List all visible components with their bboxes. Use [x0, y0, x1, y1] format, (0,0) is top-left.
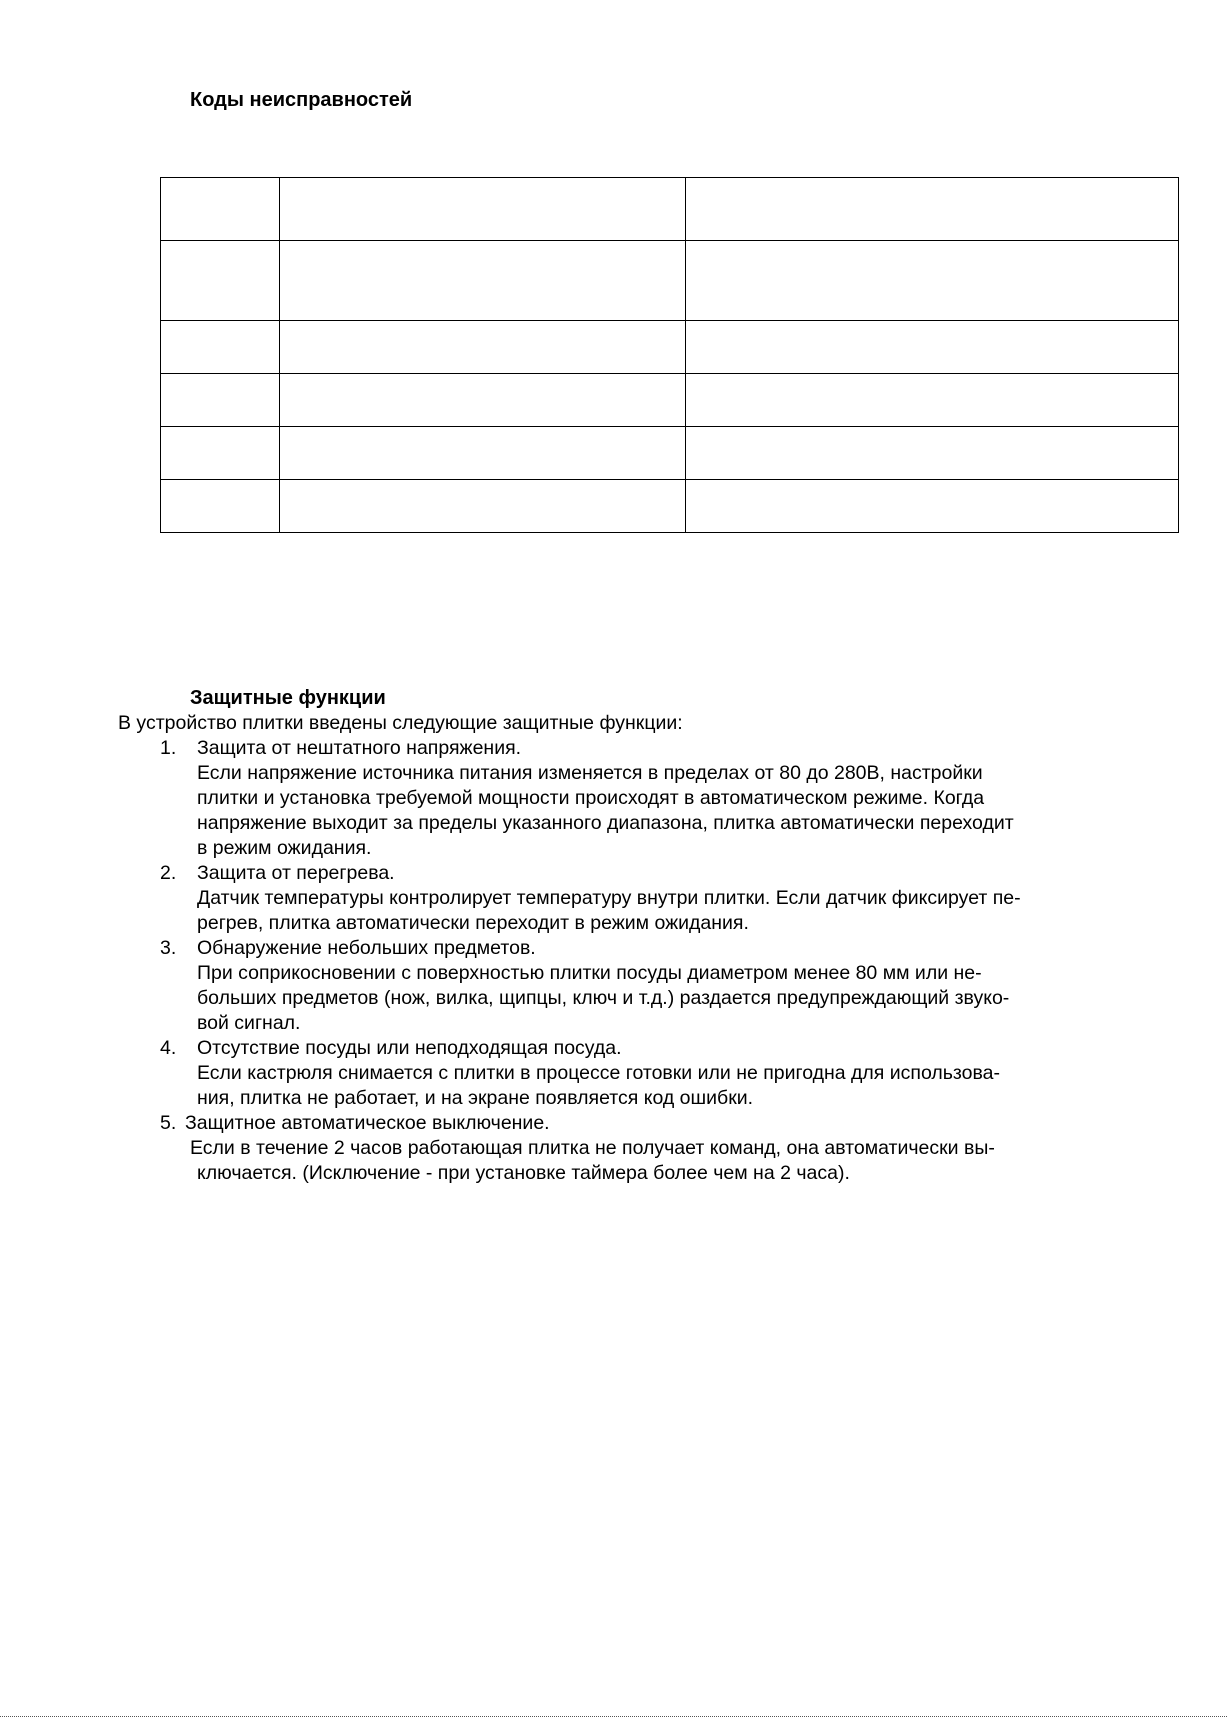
- list-item-body: [190, 1136, 1192, 1186]
- table-row: [161, 321, 1179, 374]
- table-cell-cause: [280, 374, 685, 427]
- body-line: регрев, плитка автоматически переходит в режим ожидания.: [197, 912, 749, 934]
- fault-codes-table: [160, 177, 1179, 533]
- table-cell-code: [161, 480, 280, 533]
- table-cell-cause: [280, 178, 685, 241]
- body-line: Если в течение 2 часов работающая плитка не получает команд, она автоматически вы-: [190, 1137, 995, 1159]
- list-item-body: [197, 761, 1199, 861]
- body-line: Датчик температуры контролирует температуру внутри плитки. Если датчик фиксирует пе-: [197, 887, 1021, 909]
- table-cell-code: [161, 321, 280, 374]
- fault-codes-title: Коды неисправностей: [190, 89, 413, 111]
- table-cell-solution: [685, 321, 1179, 374]
- list-item-number: 5.: [160, 1112, 177, 1134]
- table-cell-code: [161, 374, 280, 427]
- list-item-title: Защита от перегрева.: [197, 862, 395, 884]
- body-line: Если кастрюля снимается с плитки в процессе готовки или не пригодна для использова-: [197, 1062, 1000, 1084]
- table-cell-code: [161, 427, 280, 480]
- table-cell-cause: [280, 480, 685, 533]
- table-cell-solution: [685, 427, 1179, 480]
- table-cell-solution: [685, 178, 1179, 241]
- table-row: [161, 480, 1179, 533]
- table-row: [161, 427, 1179, 480]
- list-item-number: 1.: [160, 737, 177, 759]
- table-row: [161, 241, 1179, 321]
- table-cell-solution: [685, 374, 1179, 427]
- body-line: ключается. (Исключение - при установке таймера более чем на 2 часа).: [197, 1162, 850, 1184]
- table-row: [161, 178, 1179, 241]
- protection-title: Защитные функции: [190, 687, 386, 709]
- table-cell-code: [161, 178, 280, 241]
- list-item-number: 4.: [160, 1037, 177, 1059]
- list-item-title: Защитное автоматическое выключение.: [185, 1112, 550, 1134]
- body-line: При соприкосновении с поверхностью плитки посуды диаметром менее 80 мм или не-: [197, 962, 982, 984]
- list-item-title: Защита от нештатного напряжения.: [197, 737, 522, 759]
- body-line: вой сигнал.: [197, 1012, 301, 1034]
- body-line: плитки и установка требуемой мощности происходят в автоматическом режиме. Когда: [197, 787, 985, 809]
- list-item-title: Обнаружение небольших предметов.: [197, 937, 536, 959]
- body-line: ния, плитка не работает, и на экране появляется код ошибки.: [197, 1087, 754, 1109]
- body-line: больших предметов (нож, вилка, щипцы, ключ и т.д.) раздается предупреждающий звуко-: [197, 987, 1010, 1009]
- page-bottom-divider: [0, 1716, 1227, 1717]
- table-row: [161, 374, 1179, 427]
- table-cell-cause: [280, 427, 685, 480]
- list-item-number: 3.: [160, 937, 177, 959]
- table-cell-solution: [685, 480, 1179, 533]
- table-cell-cause: [280, 241, 685, 321]
- list-item-title: Отсутствие посуды или неподходящая посуда.: [197, 1037, 622, 1059]
- body-line: в режим ожидания.: [197, 837, 372, 859]
- list-item-body: [197, 886, 1199, 936]
- body-line: напряжение выходит за пределы указанного диапазона, плитка автоматически переходит: [197, 812, 1014, 834]
- list-item-number: 2.: [160, 862, 177, 884]
- body-line: Если напряжение источника питания изменяется в пределах от 80 до 280В, настройки: [197, 762, 983, 784]
- protection-intro: В устройство плитки введены следующие защитные функции:: [118, 712, 683, 734]
- table-cell-solution: [685, 241, 1179, 321]
- list-item-body: [197, 1061, 1199, 1111]
- table-cell-cause: [280, 321, 685, 374]
- table-cell-code: [161, 241, 280, 321]
- list-item-body: [197, 961, 1199, 1036]
